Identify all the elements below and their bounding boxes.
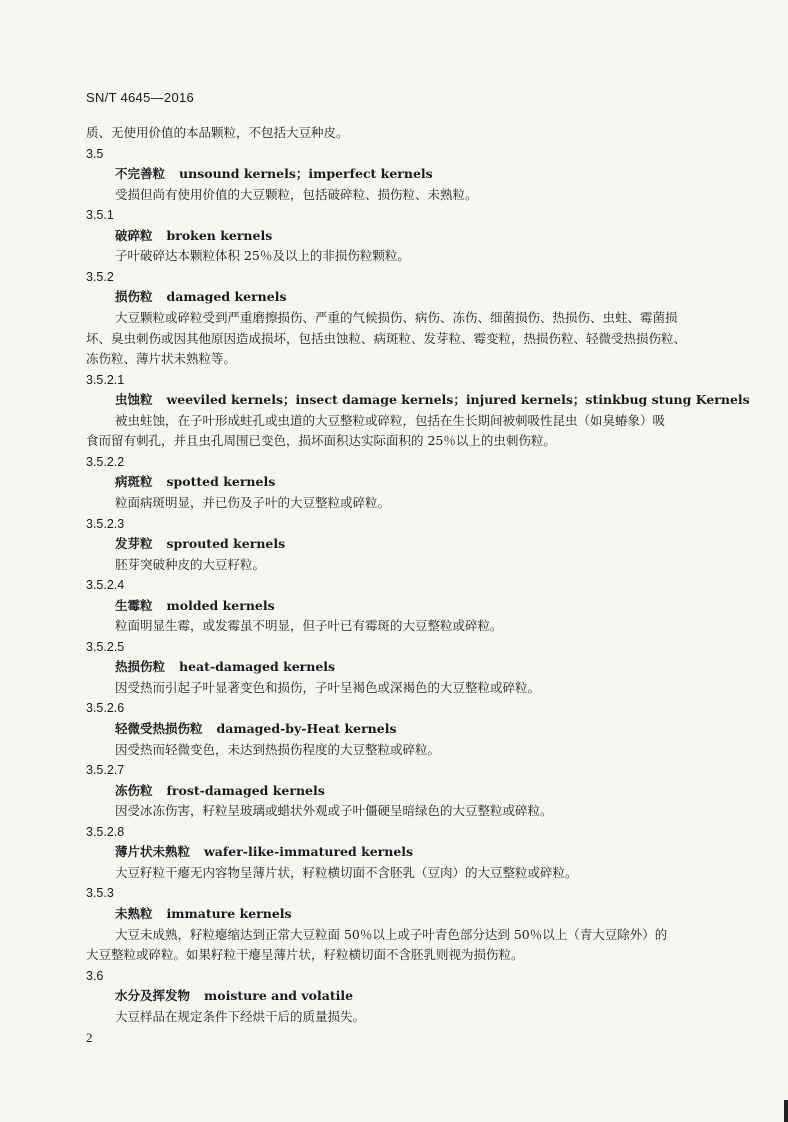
body-text: 因受热而引起子叶显著变色和损伤，子叶呈褐色或深褐色的大豆整粒或碎粒。 [115,679,541,695]
term-zh: 虫蚀粒 [115,392,153,408]
clause-number: 3.5 [86,146,104,161]
clause-number: 3.5.1 [86,208,114,223]
body-text: 大豆整粒或碎粒。如果籽粒干瘪呈薄片状，籽粒横切面不含胚乳则视为损伤粒。 [86,947,524,962]
body-text: 坏、臭虫刺伤或因其他原因造成损坏，包括虫蚀粒、病斑粒、发芽粒、霉变粒，热损伤粒、轻微受热损伤粒、 [86,330,687,346]
term-zh: 破碎粒 [115,227,153,243]
term-zh: 发芽粒 [115,536,153,551]
term-en: molded kernels [166,597,275,613]
body-text: 质、无使用价值的本品颗粒，不包括大豆种皮。 [86,125,349,140]
term-heading [115,473,275,491]
clause-number: 3.5.2.8 [86,824,125,839]
body-text: 受损但尚有使用价值的大豆颗粒，包括破碎粒、损伤粒、未熟粒。 [115,186,478,202]
body-text: 冻伤粒、薄片状未熟粒等。 [86,351,237,367]
document-code: SN/T 4645—2016 [86,90,195,105]
term-heading [115,987,353,1005]
term-en: broken kernels [166,227,273,243]
body-text: 粒面明显生霉，或发霉虽不明显，但子叶已有霉斑的大豆整粒或碎粒。 [115,618,503,634]
term-en: wafer-like-immatured kernels [204,844,414,860]
clause-number: 3.6 [86,968,104,983]
body-text: 因受热而轻微变色，未达到热损伤程度的大豆整粒或碎粒。 [115,741,441,757]
term-heading [115,720,397,738]
body-text: 粒面病斑明显，并已伤及子叶的大豆整粒或碎粒。 [115,494,391,510]
term-heading [115,227,272,245]
clause-number: 3.5.2.4 [86,578,125,593]
term-heading [115,288,287,306]
term-heading [115,535,285,553]
term-heading [115,782,325,800]
term-heading [115,905,292,923]
clause-number: 3.5.2.2 [86,454,125,469]
term-heading [115,843,413,861]
scan-edge-mark [784,1100,788,1122]
term-en: frost-damaged kernels [166,782,325,798]
clause-number: 3.5.3 [86,886,114,901]
term-zh: 生霉粒 [115,597,153,613]
body-text: 大豆未成熟，籽粒瘪缩达到正常大豆粒面 50％以上或子叶青色部分达到 50％以上（青大豆除外）的 [115,926,668,942]
term-en: moisture and volatile [204,988,354,1004]
term-heading [115,165,433,183]
term-zh: 轻微受热损伤粒 [115,721,203,736]
term-zh: 冻伤粒 [115,782,153,798]
clause-number: 3.5.2.1 [86,372,125,387]
clause-number: 3.5.2.7 [86,763,125,778]
body-text: 被虫蛀蚀，在子叶形成蛀孔或虫道的大豆整粒或碎粒，包括在生长期间被刺吸性昆虫（如臭蝽象）吸 [115,412,666,428]
term-en: spotted kernels [166,474,276,490]
term-zh: 未熟粒 [115,905,153,921]
term-en: damaged kernels [166,289,287,305]
term-heading [115,391,750,409]
term-heading [115,658,335,676]
term-en: heat-damaged kernels [179,659,336,675]
term-en: sprouted kernels [166,536,286,551]
body-text: 大豆籽粒干瘪无内容物呈薄片状，籽粒横切面不含胚乳（豆肉）的大豆整粒或碎粒。 [115,864,578,880]
term-en: weeviled kernels；insect damage kernels；injured kernels；stinkbug stung Kernels [166,392,750,408]
term-zh: 损伤粒 [115,289,153,305]
body-text: 食而留有刺孔，并且虫孔周围已变色，损坏面积达实际面积的 25％以上的虫刺伤粒。 [86,433,556,449]
page-number: 2 [86,1030,93,1045]
clause-number: 3.5.2.5 [86,639,125,654]
clause-number: 3.5.2.3 [86,516,125,531]
term-en: damaged-by-Heat kernels [216,721,397,736]
body-text: 因受冰冻伤害，籽粒呈玻璃或蜡状外观或子叶僵硬呈暗绿色的大豆整粒或碎粒。 [115,803,553,819]
clause-number: 3.5.2 [86,269,114,284]
term-zh: 薄片状未熟粒 [115,844,191,860]
term-zh: 水分及挥发物 [115,988,191,1004]
term-en: immature kernels [166,905,292,921]
term-zh: 病斑粒 [115,474,153,490]
body-text: 大豆样品在规定条件下经烘干后的质量损失。 [115,1008,366,1024]
term-zh: 热损伤粒 [115,659,166,675]
body-text: 胚芽突破种皮的大豆籽粒。 [115,556,266,572]
term-en: unsound kernels；imperfect kernels [179,166,433,182]
body-text: 子叶破碎达本颗粒体积 25％及以上的非损伤粒颗粒。 [115,248,410,264]
body-text: 大豆颗粒或碎粒受到严重磨擦损伤、严重的气候损伤、病伤、冻伤、细菌损伤、热损伤、虫蛀、霉菌损 [115,310,678,325]
term-zh: 不完善粒 [115,166,166,182]
clause-number: 3.5.2.6 [86,701,125,716]
term-heading [115,597,275,615]
